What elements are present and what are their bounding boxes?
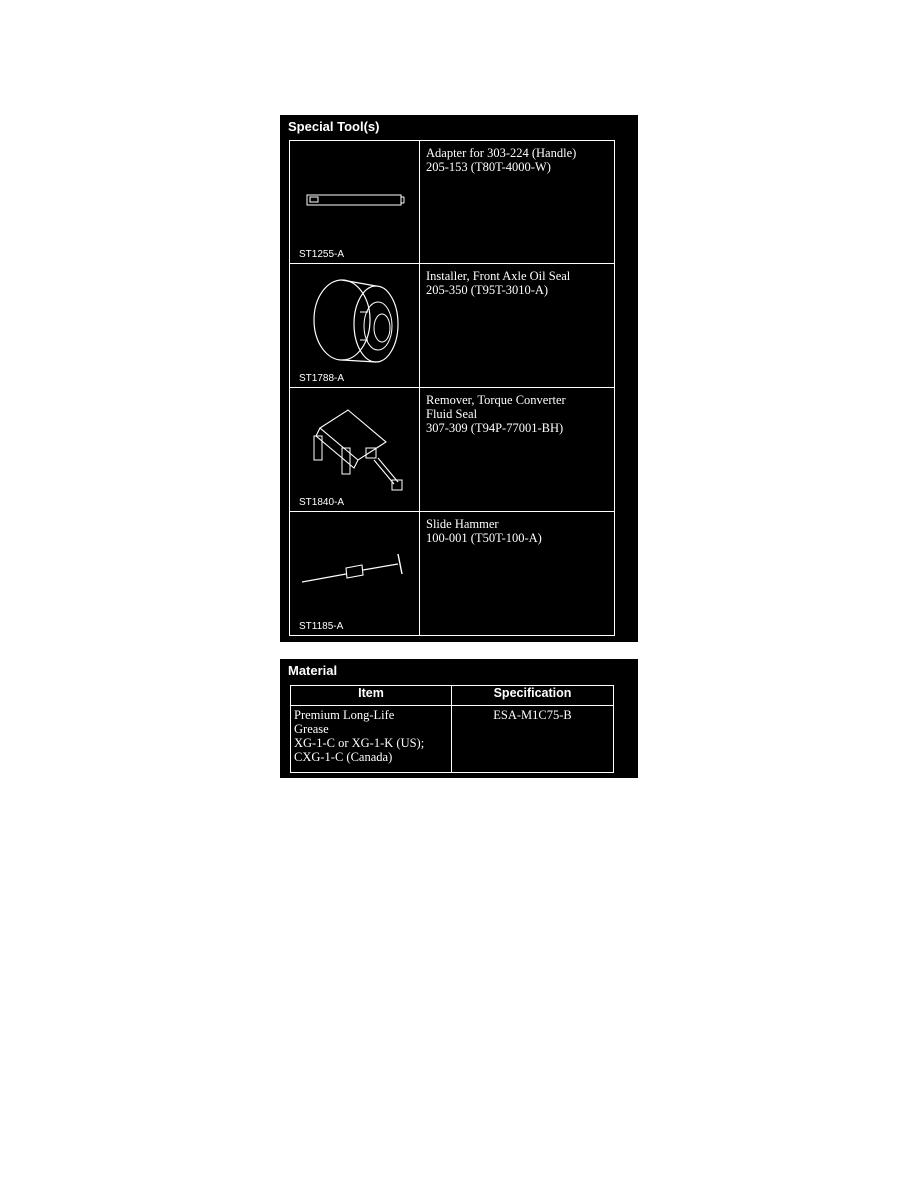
tool-description-line: Installer, Front Axle Oil Seal bbox=[426, 269, 571, 283]
tool-description bbox=[426, 269, 611, 297]
specification-column-header: Specification bbox=[452, 686, 614, 706]
tool-image-cell bbox=[290, 141, 420, 263]
tool-description-line: 100-001 (T50T-100-A) bbox=[426, 531, 542, 545]
tool-description-line: Adapter for 303-224 (Handle) bbox=[426, 146, 577, 160]
tool-image-code: ST1255-A bbox=[299, 249, 345, 260]
material-header-row bbox=[291, 686, 614, 706]
tool-description-line: 205-153 (T80T-4000-W) bbox=[426, 160, 551, 174]
tool-image-code: ST1840-A bbox=[299, 497, 345, 508]
material-table bbox=[290, 685, 614, 773]
tool-row bbox=[289, 140, 615, 264]
material-item-line: XG-1-C or XG-1-K (US); bbox=[294, 736, 425, 750]
material-item-line: CXG-1-C (Canada) bbox=[294, 750, 393, 764]
special-tools-table bbox=[289, 140, 615, 636]
tool-description bbox=[426, 517, 611, 545]
material-title: Material bbox=[288, 663, 338, 678]
tool-description-line: 307-309 (T94P-77001-BH) bbox=[426, 421, 564, 435]
tool-image-code: ST1788-A bbox=[299, 373, 345, 384]
tool-image-cell bbox=[290, 264, 420, 387]
material-specification-cell: ESA-M1C75-B bbox=[452, 706, 614, 773]
tool-description-line: Fluid Seal bbox=[426, 407, 478, 421]
tool-description bbox=[426, 393, 611, 435]
material-item-cell bbox=[291, 706, 452, 773]
tool-image-cell bbox=[290, 512, 420, 635]
material-item-line: Grease bbox=[294, 722, 329, 736]
table-row bbox=[291, 706, 614, 773]
material-item-line: Premium Long-Life bbox=[294, 708, 395, 722]
tool-description-line: Slide Hammer bbox=[426, 517, 499, 531]
handle-adapter-icon bbox=[290, 141, 420, 265]
special-tools-panel bbox=[280, 115, 638, 642]
tool-row bbox=[289, 512, 615, 636]
tool-description-line: Remover, Torque Converter bbox=[426, 393, 566, 407]
tool-image-code: ST1185-A bbox=[299, 621, 344, 632]
tool-description-line: 205-350 (T95T-3010-A) bbox=[426, 283, 549, 297]
tool-image-cell bbox=[290, 388, 420, 511]
tool-row bbox=[289, 264, 615, 388]
tool-row bbox=[289, 388, 615, 512]
seal-remover-icon bbox=[290, 388, 420, 512]
item-column-header: Item bbox=[291, 686, 452, 706]
material-panel bbox=[280, 659, 638, 778]
slide-hammer-icon bbox=[290, 512, 420, 636]
oil-seal-installer-icon bbox=[290, 264, 420, 388]
tool-description bbox=[426, 146, 611, 174]
special-tools-title: Special Tool(s) bbox=[288, 119, 380, 134]
